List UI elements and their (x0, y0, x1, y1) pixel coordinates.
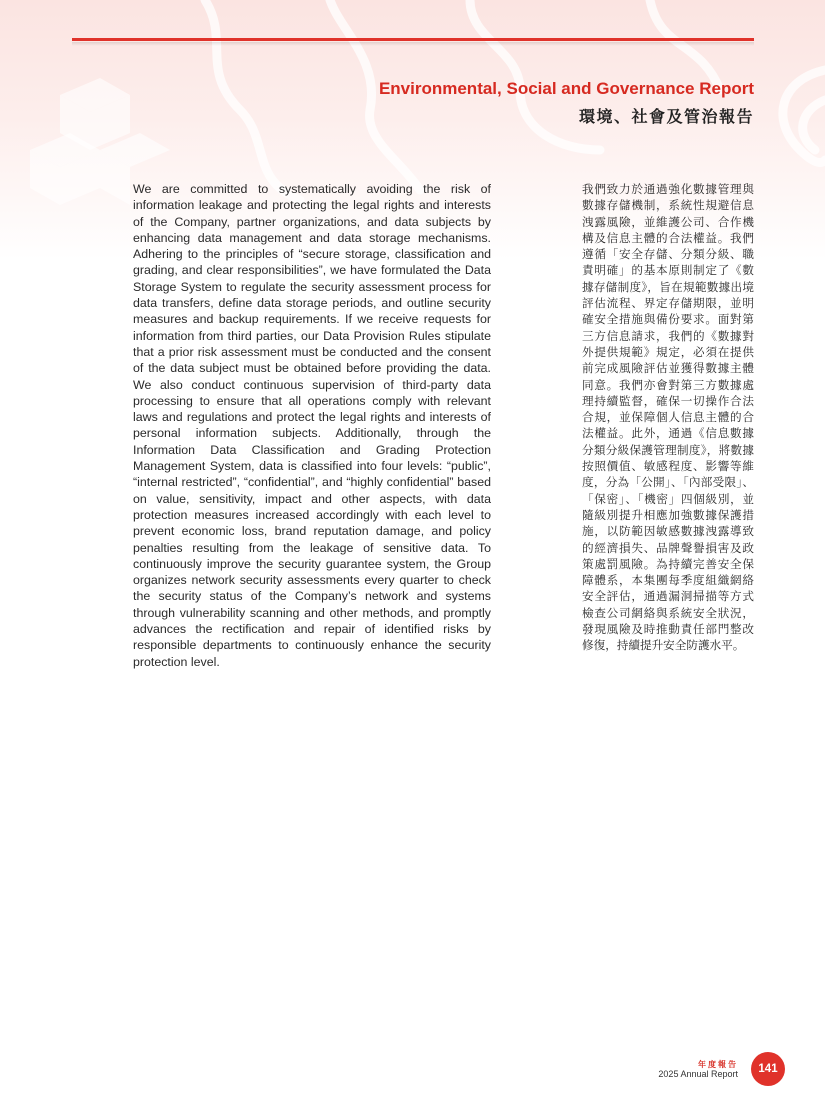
page-number-badge: 141 (751, 1052, 785, 1086)
footer-annual-report-chinese: 年度報告 (698, 1060, 738, 1069)
header-rule-shadow (72, 42, 754, 46)
header-rule (72, 38, 754, 41)
body-text-chinese: 我們致力於通過強化數據管理與數據存儲機制，系統性規避信息洩露風險，並維護公司、合作機構及信息主體的合法權益。我們遵循「安全存儲、分類分級、職責明確」的基本原則制定了《數據存儲制度》，旨在規範數據出境評估流程、界定存儲期限，並明確安全措施與備份要求。面對第三方信息請求，我們的《數據對外提供規範》規定，必須在提供前完成風險評估並獲得數據主體同意。我們亦會對第三方數據處理持續監督，確保一切操作合法合規，並保障個人信息主體的合法權益。此外，通過《信息數據分類分級保護管理制度》，將數據按照價值、敏感程度、影響等維度，分為「公開」、「內部受限」、「保密」、「機密」四個級別，並隨級別提升相應加強數據保護措施，以防範因敏感數據洩露導致的經濟損失、品牌聲譽損害及政策處罰風險。為持續完善安全保障體系，本集團每季度組織網絡安全評估，通過漏洞掃描等方式檢查公司網絡與系統安全狀況，發現風險及時推動責任部門整改修復，持續提升安全防護水平。 (582, 182, 754, 653)
report-title-chinese: 環境、社會及管治報告 (578, 107, 754, 126)
report-title-english: Environmental, Social and Governance Report (378, 79, 754, 98)
footer-annual-report-english: 2025 Annual Report (658, 1069, 738, 1079)
body-text-english: We are committed to systematically avoiding the risk of information leakage and protecting the legal rights and interests of the Company, partner organizations, and data subjects by enhancing data management and data storage mechanisms. Adhering to the principles of “secure storage, classification and grading, and clear responsibilities”, we have formulated the Data Storage System to regulate the security assessment process for data transfers, define data storage periods, and outline security measures and backup requirements. If we receive requests for information from third parties, our Data Provision Rules stipulate that a prior risk assessment must be conducted and the consent of the data subject must be obtained before providing the data. We also conduct continuous supervision of third-party data processing to ensure that all operations comply with relevant laws and regulations and protect the legal rights and interests of personal information subjects. Additionally, through the Information Data Classification and Grading Protection Management System, data is classified into four levels: “public”, “internal restricted”, “confidential”, and “highly confidential” based on value, sensitivity, impact and other aspects, with data protection measures increased accordingly with each level to prevent economic loss, brand reputation damage, and policy penalties resulting from the leakage of sensitive data. To continuously improve the security guarantee system, the Group organizes network security assessments every quarter to check the security status of the Company’s network and systems through vulnerability scanning and other methods, and promptly advances the rectification and repair of identified risks by responsible departments to continuously enhance the security protection level. (133, 182, 491, 669)
